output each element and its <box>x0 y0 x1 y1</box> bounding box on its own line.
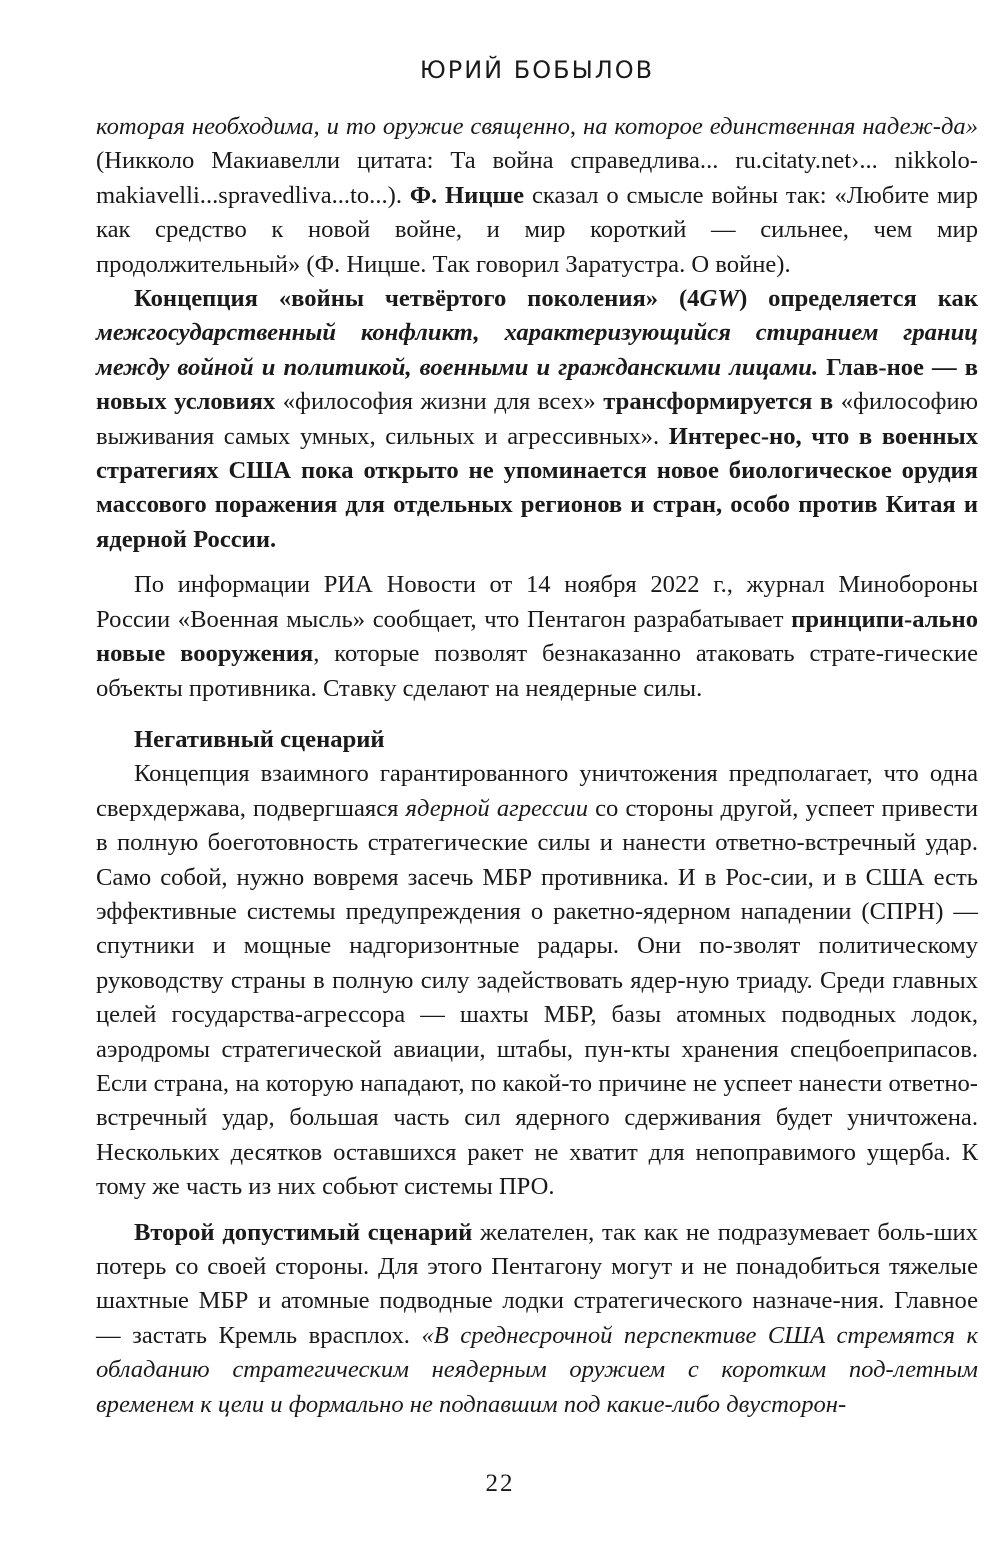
concept-4gw-defined: ) определяется как <box>739 285 978 313</box>
new-weapons-phrase: принципи-ально новые вооружения <box>96 605 978 668</box>
mad-concept-continued: со стороны другой, успеет привести в полную боеготовность стратегические силы и нанести ответно-встречный удар. Само собой, нужно вовремя засечь МБР противника. И в Рос-сии, и в США есть эффективные системы предупреждения о ракетно-ядерном нападении (СПРН) — спутники и мощные надгоризонтные радары. Они по-зволят политическому руководству страны в полную силу задействовать ядер-ную триаду. Среди главных целей государства-агрессора — шахты МБР, базы атомных подводных лодок, аэродромы стратегической авиации, штабы, пун-кты хранения спецбоеприпасов. Если страна, на которую нападают, по какой-то причине не успеет нанести ответно-встречный удар, большая часть сил ядерного сдерживания будет уничтожена. Нескольких десятков оставшихся ракет не хватит для непоправимого ущерба. К тому же часть из них собьют системы ПРО. <box>96 794 978 1201</box>
bio-weapon-remark: Интерес-но, что в военных стратегиях США пока открыто не упоминается новое биологическое орудия массового поражения для отдельных регионов и стран, особо против Китая и ядерной России. <box>96 422 978 553</box>
transforms-word: трансформируется в <box>603 388 834 416</box>
paragraph-second-scenario <box>96 1216 978 1422</box>
second-scenario-text: желателен, так как не подразумевает боль-ших потерь со своей стороны. Для этого Пентагону могут и не понадобиться тяжелые шахтные МБР и атомные подводные лодки стратегического назначе-ния. Главное — застать Кремль врасплох. <box>96 1218 978 1349</box>
paragraph-machiavelli-nietzsche <box>96 110 978 282</box>
philosophy-of-survival: «философию выживания самых умных, сильных и агрессивных». <box>96 388 978 450</box>
philosophy-of-life: «философия жизни для всех» <box>275 388 604 416</box>
paragraph-mutual-destruction <box>96 757 978 1204</box>
strategic-weapon-quote: «В среднесрочной перспективе США стремятся к обладанию стратегическим неядерным оружием с коротким под-летным временем к цели и формально не подпавшим под какие-либо двусторон- <box>96 1321 978 1418</box>
machiavelli-citation: (Никколо Макиавелли цитата: Та война справедлива... ru.citaty.net›... nikkolo-makiavelli...spravedliva...to...). <box>96 147 978 209</box>
mad-concept-text: Концепция взаимного гарантированного уничтожения предполагает, что одна сверхдержава, подвергшаяся <box>96 760 978 822</box>
second-scenario-title: Второй допустимый сценарий <box>134 1218 473 1246</box>
page-number: 22 <box>485 1470 515 1497</box>
interstate-conflict-definition: межгосударственный конфликт, характеризующийся стиранием границ между войной и политикой, военными и гражданскими лицами. <box>96 319 978 381</box>
section-heading-negative-scenario: Негативный сценарий <box>134 725 385 753</box>
nuclear-aggression-phrase: ядерной агрессии <box>405 794 589 822</box>
ria-news-text: По информации РИА Новости от 14 ноября 2022 г., журнал Минобороны России «Военная мысль» сообщает, что Пентагон разрабатывает <box>96 571 978 633</box>
quote-end-italic: которая необходима, и то оружие священно, на которое единственная надеж-да» <box>96 113 978 140</box>
body-text <box>96 110 978 706</box>
paragraph-ria-news <box>96 568 978 706</box>
paragraph-4gw <box>96 282 978 557</box>
nietzsche-name: Ф. Ницше <box>409 181 525 209</box>
nietzsche-quote: сказал о смысле войны так: «Любите мир как средство к новой войне, и мир короткий — сильнее, чем мир продолжительный» (Ф. Ницше. Так говорил Заратустра. О войне). <box>96 181 979 278</box>
main-point-lead: Глав-ное — в новых условиях <box>96 353 978 416</box>
body-text-continued <box>96 757 978 1422</box>
concept-4gw-lead: Концепция «войны четвёртого поколения» (4 <box>134 285 700 313</box>
ria-news-conclusion: , которые позволят безнаказанно атаковать страте-гические объекты противника. Ставку сделают на неядерные силы. <box>96 640 978 702</box>
gw-abbrev: GW <box>699 285 740 313</box>
running-head: ЮРИЙ БОБЫЛОВ <box>419 56 655 84</box>
